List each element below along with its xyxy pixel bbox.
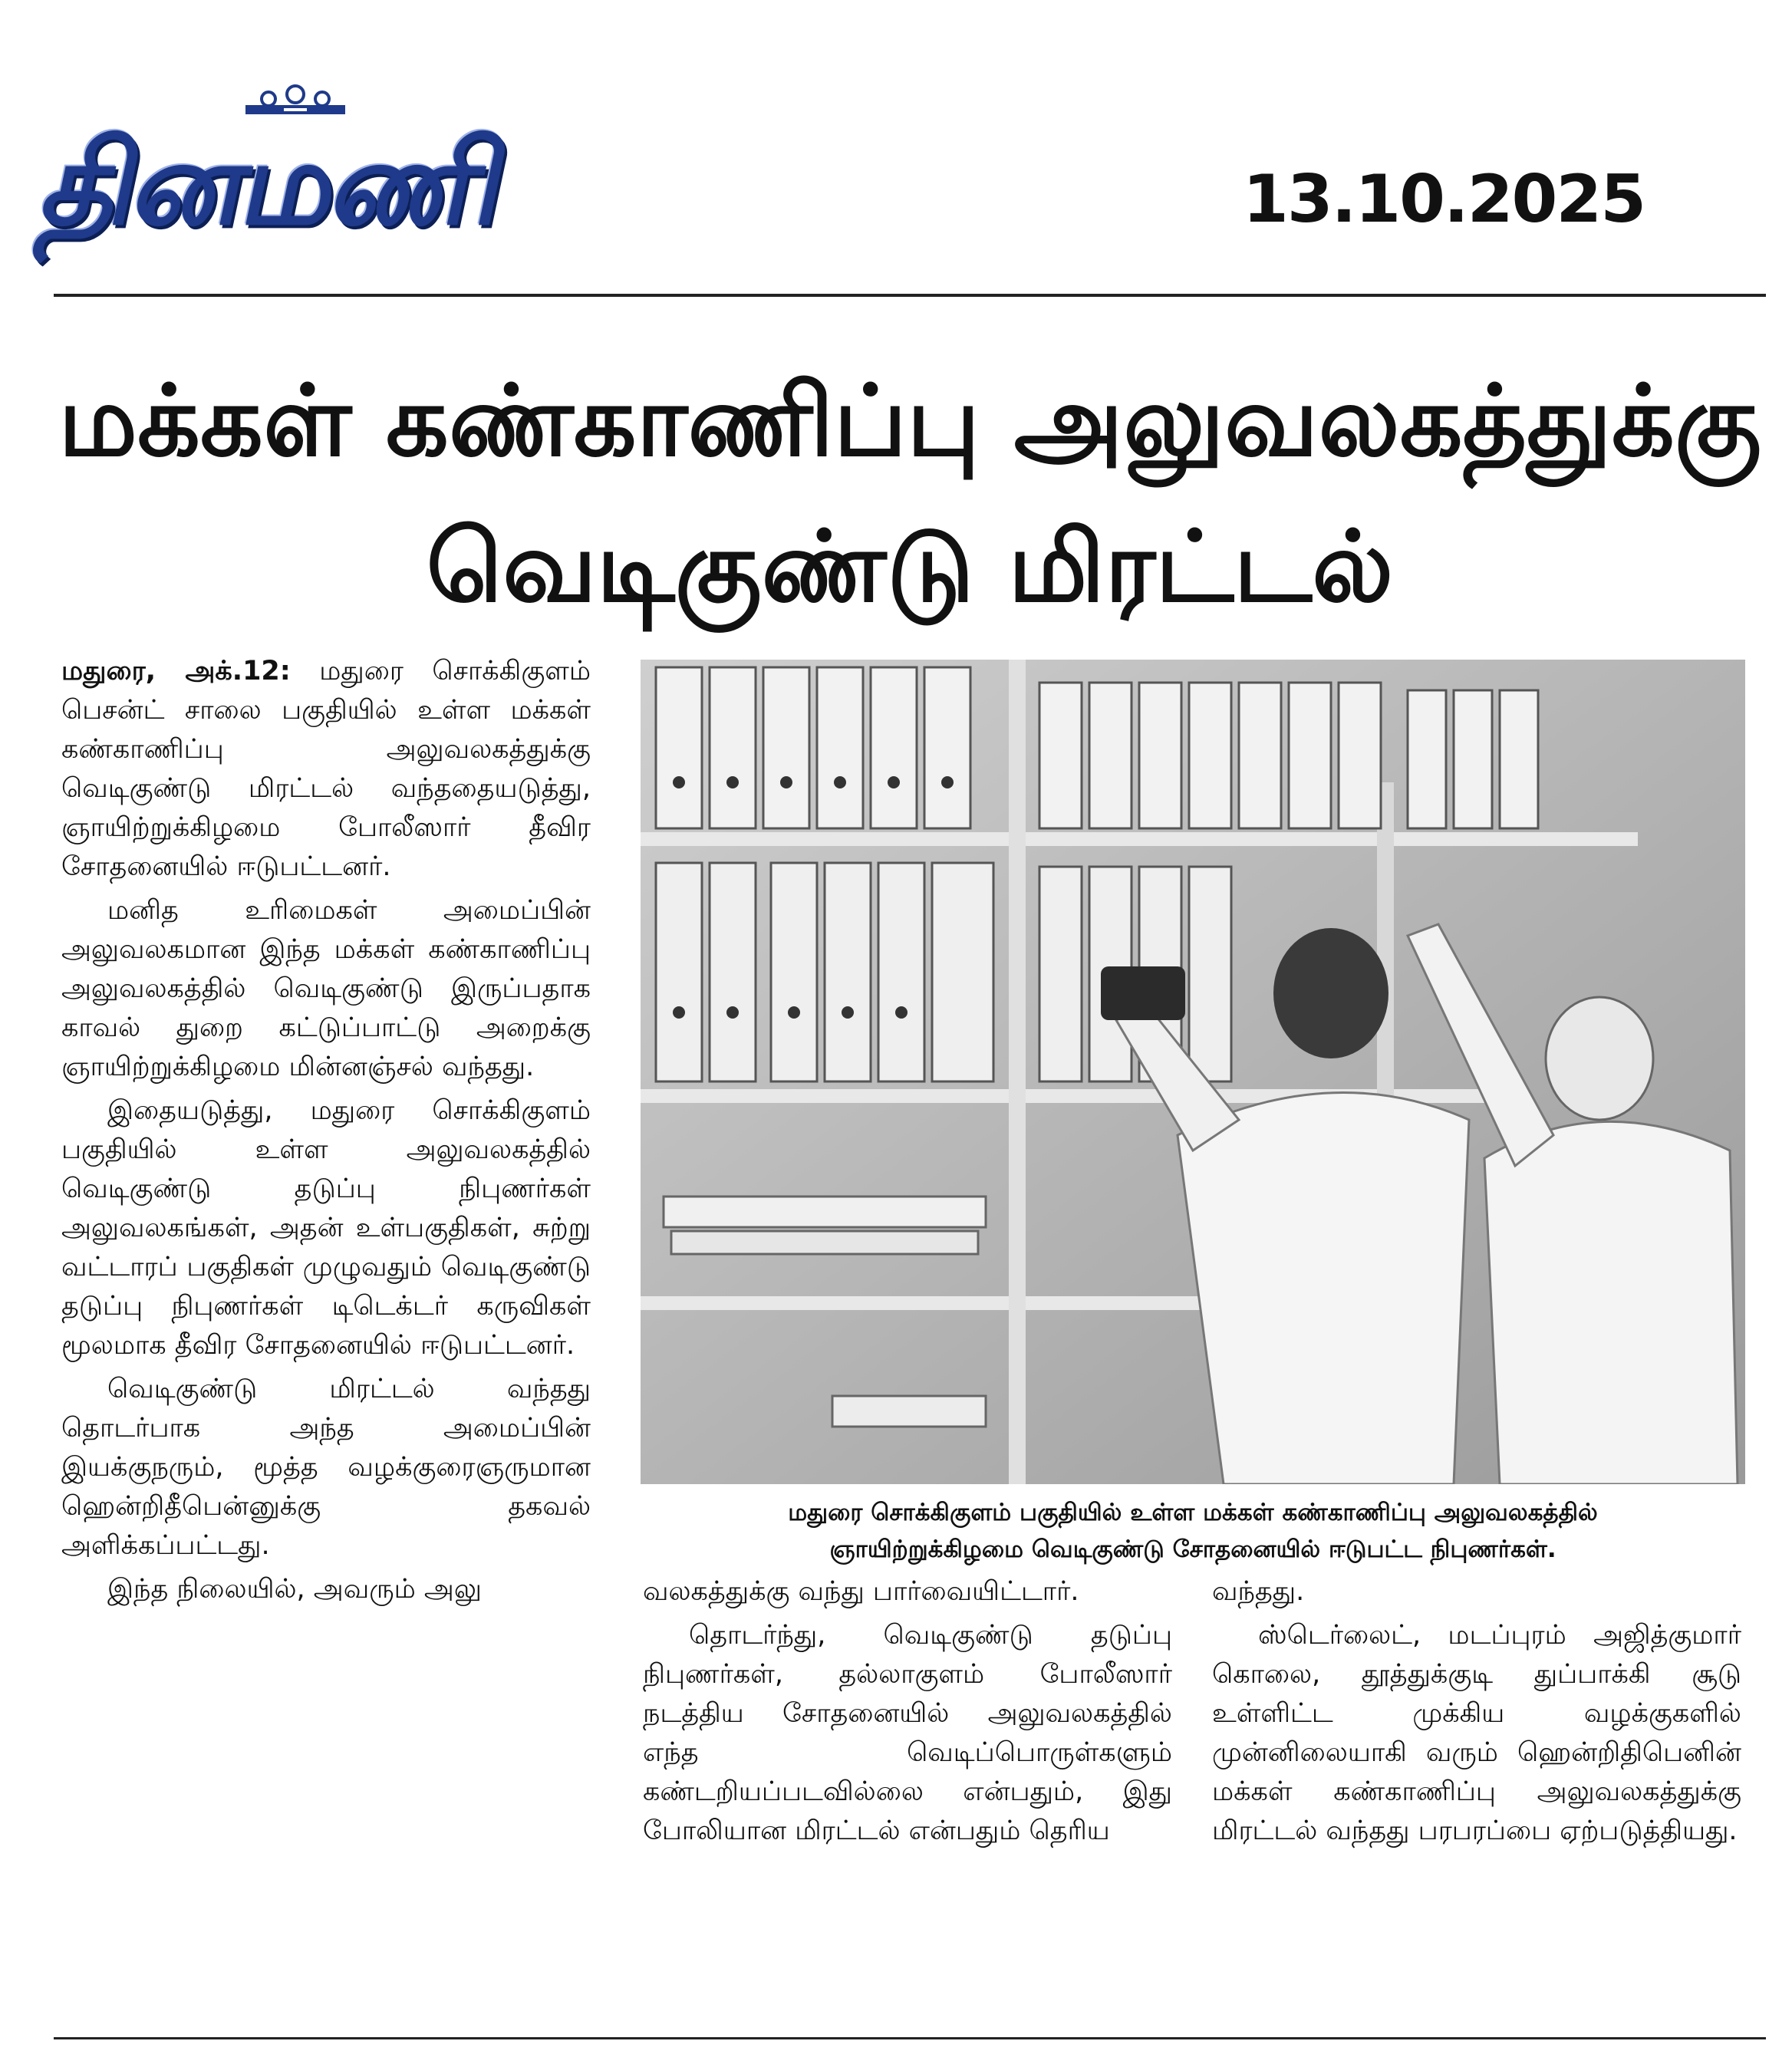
article-column-1 (61, 652, 591, 2025)
headline-line-1: மக்கள் கண்காணிப்பு அலுவலகத்துக்கு (58, 364, 1761, 479)
article-paragraph: ஸ்டெர்லைட், மடப்புரம் அஜித்குமார் கொலை, தூத்துக்குடி துப்பாக்கி சூடு உள்ளிட்ட முக்கிய வழக்குகளில் முன்னிலையாகி வரும் ஹென்றிதிபெனின் மக்கள் கண்காணிப்பு அலுவலகத்துக்கு மிரட்டல் வந்தது பரபரப்பை ஏற்படுத்தியது. (1212, 1620, 1741, 1846)
article-paragraph: இந்த நிலையில், அவரும் அலு (107, 1574, 482, 1605)
article-dateline: மதுரை, அக்.12: (61, 656, 291, 686)
newspaper-masthead (31, 73, 537, 257)
article-column-2 (643, 1572, 1172, 2025)
photo-illustration (641, 660, 1745, 1484)
publication-date: 13.10.2025 (1243, 161, 1645, 238)
top-divider (54, 294, 1766, 297)
photo-caption-line-2: ஞாயிற்றுக்கிழமை வெடிகுண்டு சோதனையில் ஈடுபட்ட நிபுணர்கள். (829, 1536, 1556, 1563)
article-paragraph: தொடர்ந்து, வெடிகுண்டு தடுப்பு நிபுணர்கள், தல்லாகுளம் போலீஸார் நடத்திய சோதனையில் அலுவலகத்தில் எந்த வெடிப்பொருள்களும் கண்டறியப்படவில்லை என்பதும், இது போலியான மிரட்டல் என்பதும் தெரிய (643, 1620, 1172, 1846)
article-paragraph: வலகத்துக்கு வந்து பார்வையிட்டார். (643, 1576, 1079, 1607)
photo-caption (641, 1494, 1745, 1568)
masthead-crown-icon (238, 82, 353, 119)
article-paragraph (61, 652, 591, 887)
article-column-3 (1212, 1572, 1741, 2025)
article-paragraph: வந்தது. (1212, 1576, 1305, 1607)
article-paragraph: மனித உரிமைகள் அமைப்பின் அலுவலகமான இந்த மக்கள் கண்காணிப்பு அலுவலகத்தில் வெடிகுண்டு இருப்பதாக காவல் துறை கட்டுப்பாட்டு அறைக்கு ஞாயிற்றுக்கிழமை மின்னஞ்சல் வந்தது. (61, 895, 591, 1082)
article-paragraph: இதையடுத்து, மதுரை சொக்கிகுளம் பகுதியில் உள்ள அலுவலகத்தில் வெடிகுண்டு தடுப்பு நிபுணர்கள் அலுவலகங்கள், அதன் உள்பகுதிகள், சுற்று வட்டாரப் பகுதிகள் முழுவதும் வெடிகுண்டு தடுப்பு நிபுணர்கள் டிடெக்டர் கருவிகள் மூலமாக தீவிர சோதனையில் ஈடுபட்டனர். (61, 1095, 591, 1361)
photo-caption-line-1: மதுரை சொக்கிகுளம் பகுதியில் உள்ள மக்கள் கண்காணிப்பு அலுவலகத்தில் (788, 1499, 1598, 1526)
bottom-divider (54, 2037, 1766, 2039)
newspaper-logo: தினமணி (31, 117, 518, 251)
article-paragraph-text: மதுரை சொக்கிகுளம் பெசன்ட் சாலை பகுதியில் உள்ள மக்கள் கண்காணிப்பு அலுவலகத்துக்கு வெடிகுண்டு மிரட்டல் வந்ததையடுத்து, ஞாயிற்றுக்கிழமை போலீஸார் தீவிர சோதனையில் ஈடுபட்டனர். (61, 656, 591, 882)
news-photo (641, 660, 1745, 1484)
headline-line-2: வெடிகுண்டு மிரட்டல் (426, 510, 1394, 624)
article-paragraph: வெடிகுண்டு மிரட்டல் வந்தது தொடர்பாக அந்த அமைப்பின் இயக்குநரும், மூத்த வழக்குரைஞருமான ஹென்றிதீபென்னுக்கு தகவல் அளிக்கப்பட்டது. (61, 1374, 591, 1561)
